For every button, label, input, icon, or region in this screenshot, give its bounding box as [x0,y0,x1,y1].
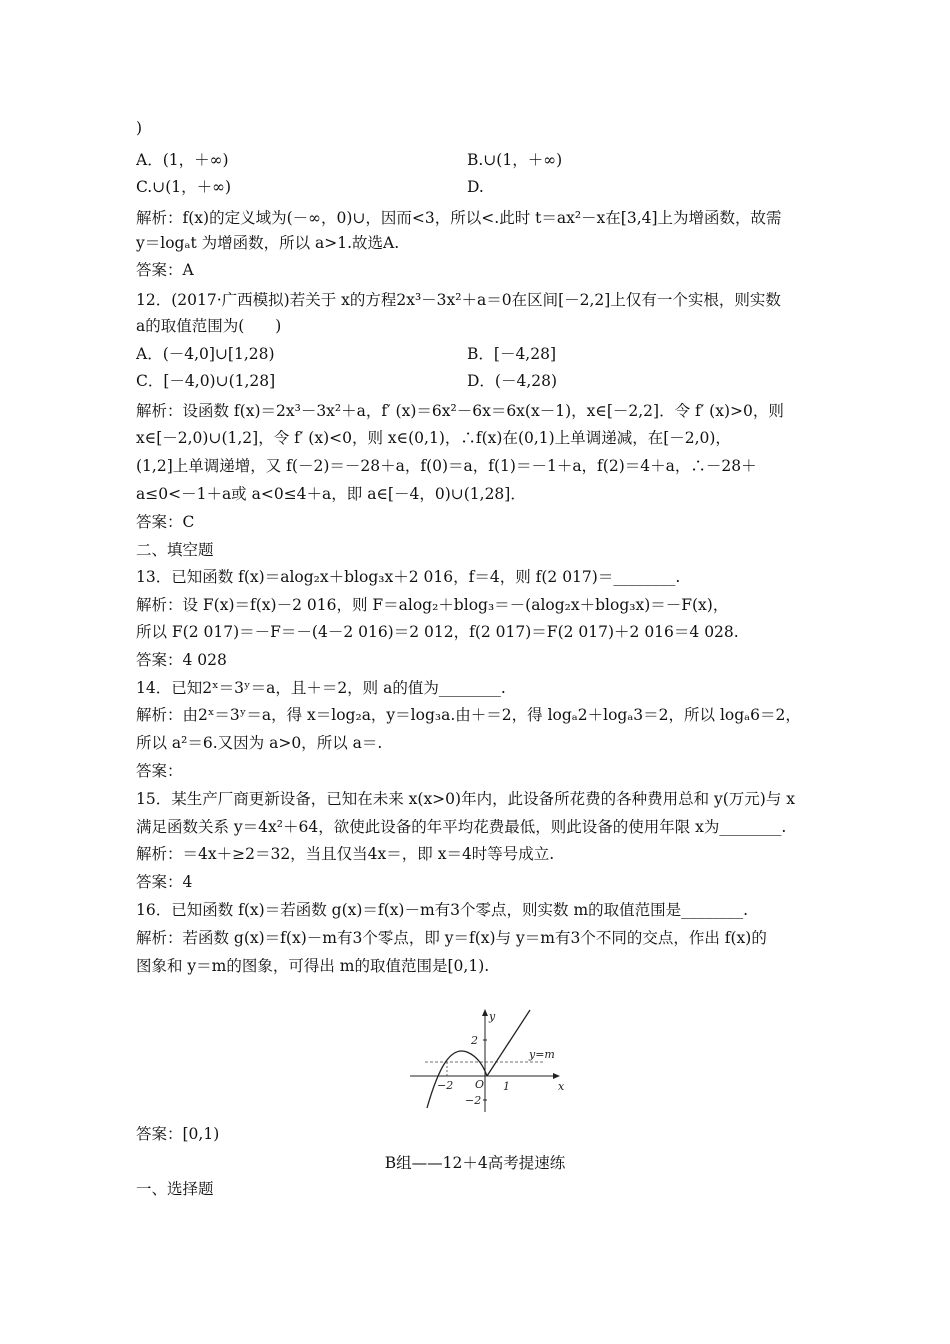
solution-line: 解析：f(x)的定义域为(－∞，0)∪，因而<3，所以<.此时 t＝ax²－x在[3,4]上为增函数，故需 [136,209,782,227]
option-b: B．[－4,28] [467,345,556,363]
solution-line: y＝logₐt 为增函数，所以 a>1.故选A. [136,234,400,252]
tick-1-label: 1 [503,1080,510,1093]
y-axis-label: y [489,1010,496,1023]
x-axis-arrow [553,1073,560,1079]
option-c: C．[－4,0)∪(1,28] [136,372,276,390]
solution-line: a≤0<－1＋a或 a<0≤4＋a，即 a∈[－4，0)∪(1,28]． [136,485,526,503]
solution-line: 所以 a²＝6.又因为 a>0，所以 a＝. [136,734,383,752]
question-16: 16．已知函数 f(x)＝若函数 g(x)＝f(x)－m有3个零点，则实数 m的取值范围是________. [136,901,749,919]
tick-2-label: 2 [471,1034,478,1047]
solution-line: 解析：由2ˣ＝3ʸ＝a，得 x＝log₂a，y＝log₃a.由＋＝2，得 logₐ2＋logₐ3＝2，所以 logₐ6＝2， [136,706,801,724]
question-12-cont: a的取值范围为( ) [136,317,282,335]
option-d: D．(－4,28) [467,372,558,390]
solution-line: 解析：设 F(x)＝f(x)－2 016，则 F＝alog₂＋blog₃＝－(alog₂x＋blog₃x)＝－F(x)， [136,596,729,614]
question-14: 14．已知2ˣ＝3ʸ＝a，且＋＝2，则 a的值为________. [136,679,506,697]
option-d: D. [467,178,484,196]
answer-line: 答案：4 028 [136,651,227,669]
solution-line: 解析：设函数 f(x)＝2x³－3x²＋a，f′ (x)＝6x²－6x＝6x(x－1)，x∈[－2,2]．令 f′ (x)>0，则 [136,402,784,420]
answer-line: 答案：A [136,261,194,279]
section-heading: 一、选择题 [136,1180,214,1198]
solution-line: (1,2]上单调递增，又 f(－2)＝－28＋a，f(0)＝a，f(1)＝－1＋a，f(2)＝4＋a，∴－28＋ [136,457,757,475]
function-graph [405,1008,565,1114]
option-c: C.∪(1，＋∞) [136,178,232,196]
x-axis-label: x [558,1080,565,1093]
origin-label: O [475,1078,485,1091]
question-12: 12．(2017·广西模拟)若关于 x的方程2x³－3x²＋a＝0在区间[－2,2]上仅有一个实根，则实数 [136,291,781,309]
tick-neg2-x-label: −2 [437,1079,454,1092]
option-b: B.∪(1，＋∞) [467,151,563,169]
solution-line: 解析：若函数 g(x)＝f(x)－m有3个零点，即 y＝f(x)与 y＝m有3个不同的交点，作出 f(x)的 [136,929,767,947]
question-15-cont: 满足函数关系 y＝4x²＋64，欲使此设备的年平均花费最低，则此设备的使用年限 x为________. [136,818,787,836]
option-a: A．(1，＋∞) [136,151,229,169]
question-15: 15．某生产厂商更新设备，已知在未来 x(x>0)年内，此设备所花费的各种费用总和 y(万元)与 x [136,790,796,808]
text-line: ) [136,119,143,137]
solution-line: 图象和 y＝m的图象，可得出 m的取值范围是[0,1). [136,957,490,975]
section-heading: 二、填空题 [136,541,214,559]
answer-line: 答案：[0,1) [136,1125,220,1143]
answer-line: 答案：4 [136,873,193,891]
solution-line: 所以 F(2 017)＝－F＝－(4－2 016)＝2 012，f(2 017)＝F(2 017)＋2 016＝4 028. [136,623,739,641]
answer-line: 答案： [136,762,183,780]
option-a: A．(－4,0]∪[1,28) [136,345,275,363]
answer-line: 答案：C [136,513,195,531]
tick-neg2-y-label: −2 [465,1094,482,1107]
y-axis-arrow [482,1009,488,1016]
line-label: y=m [529,1048,555,1061]
solution-line: x∈[－2,0)∪(1,2]，令 f′ (x)<0，则 x∈(0,1)，∴f(x)在(0,1)上单调递减，在[－2,0)， [136,429,731,447]
section-title: B组——12＋4高考提速练 [384,1154,566,1172]
question-13: 13．已知函数 f(x)＝alog₂x＋blog₃x＋2 016，f＝4，则 f(2 017)＝________. [136,568,681,586]
solution-line: 解析：＝4x＋≥2＝32，当且仅当4x＝，即 x＝4时等号成立. [136,845,555,863]
